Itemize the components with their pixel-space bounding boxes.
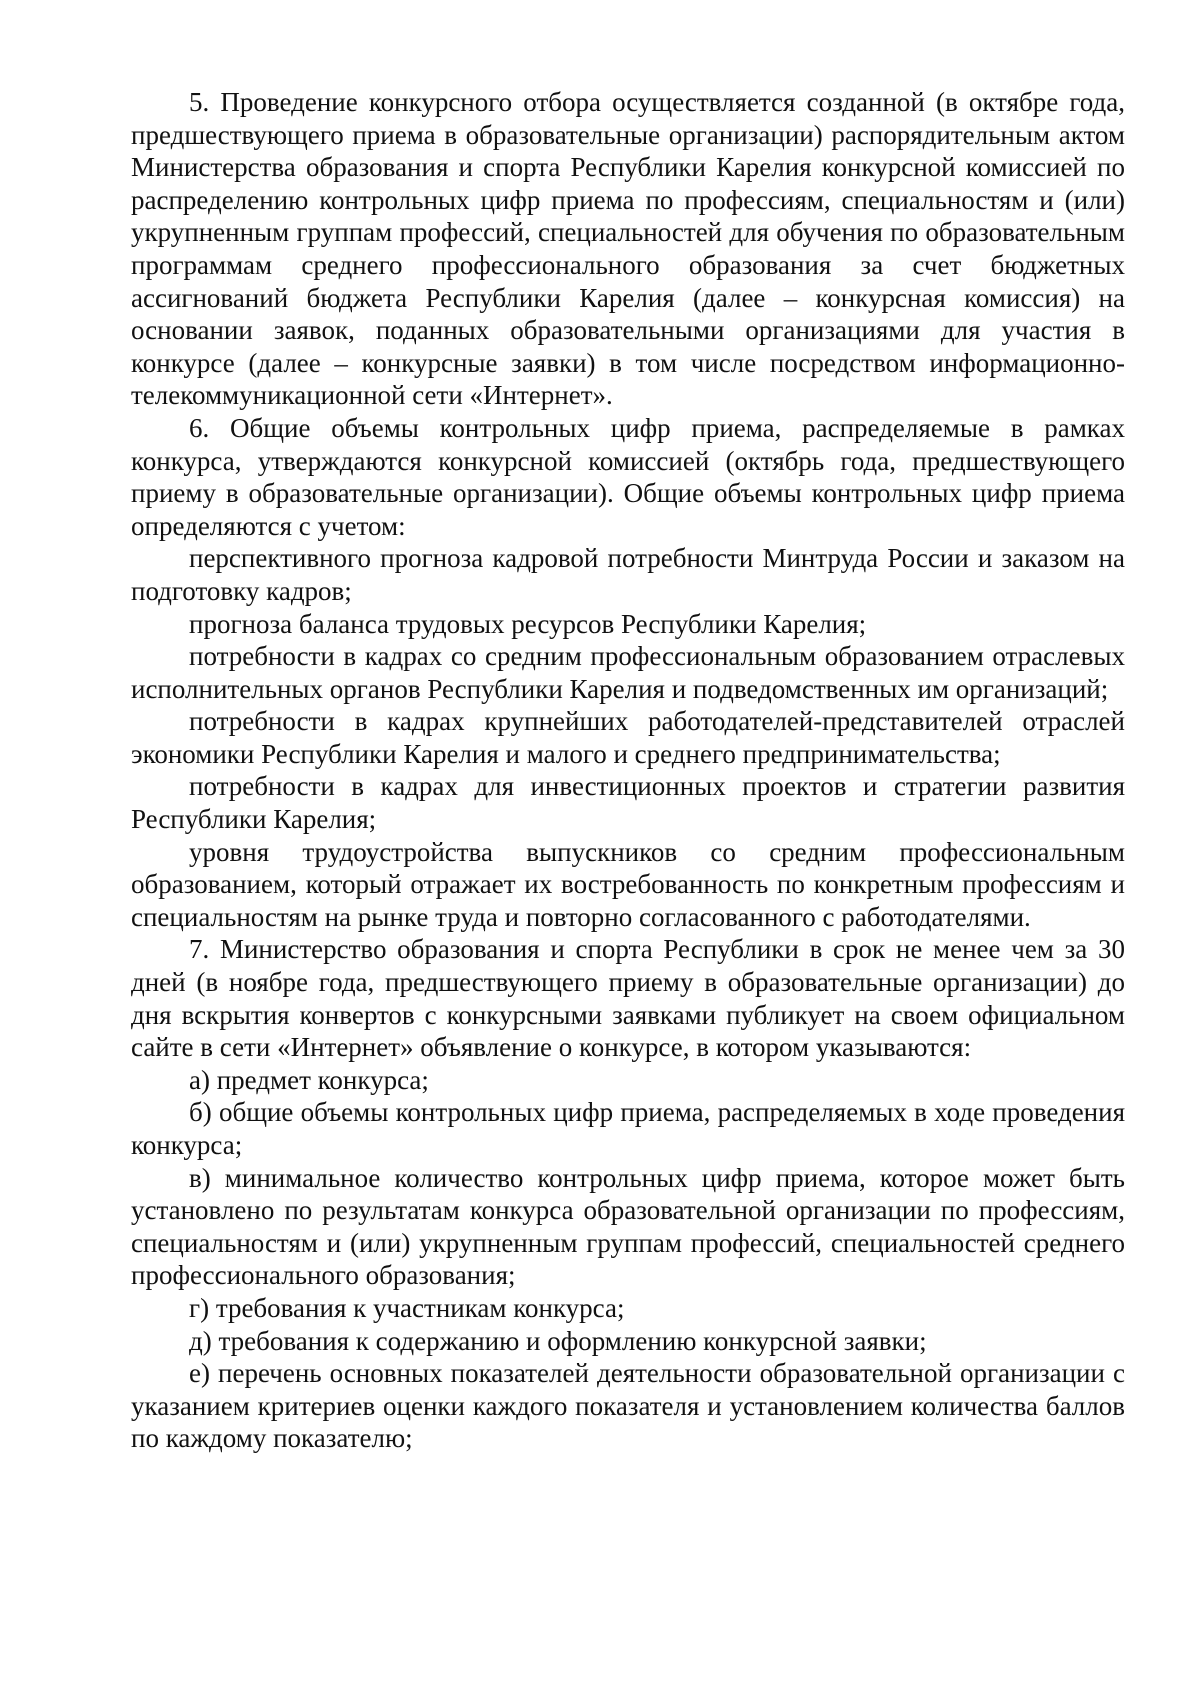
list-item-trudoustroistvo: уровня трудоустройства выпускников со средним профессиональным образованием, который отражает их востребованность по конкретным профессиям и специальностям на рынке труда и повторно согласованного с работодателями. <box>131 836 1125 932</box>
list-item-b: б) общие объемы контрольных цифр приема, распределяемых в ходе проведения конкурса; <box>131 1097 1125 1160</box>
list-item-v: в) минимальное количество контрольных цифр приема, которое может быть установлено по результатам конкурса образовательной организации по профессиям, специальностям и (или) укрупненным группам профессий, специальностей среднего профессионального образования; <box>131 1162 1125 1291</box>
paragraph-6: 6. Общие объемы контрольных цифр приема, распределяемые в рамках конкурса, утверждаются конкурсной комиссией (октябрь года, предшествующего приему в образовательные организации). Общие объемы контрольных цифр приема определяются с учетом: <box>131 412 1125 541</box>
document-body <box>131 86 1125 1455</box>
list-item-potrebnosti-organov: потребности в кадрах со средним профессиональным образованием отраслевых исполнительных органов Республики Карелия и подведомственных им организаций; <box>131 641 1125 704</box>
list-item-investproekty: потребности в кадрах для инвестиционных проектов и стратегии развития Республики Карелия; <box>131 771 1125 835</box>
list-item-a: а) предмет конкурса; <box>189 1064 429 1095</box>
list-item-potrebnosti-rabotodateley: потребности в кадрах крупнейших работодателей-представителей отраслей экономики Республики Карелия и малого и среднего предпринимательства; <box>131 706 1125 769</box>
list-item-prognoz-mintrud: перспективного прогноза кадровой потребности Минтруда России и заказом на подготовку кадров; <box>131 543 1125 606</box>
list-item-g: г) требования к участникам конкурса; <box>189 1292 625 1323</box>
list-item-d: д) требования к содержанию и оформлению конкурсной заявки; <box>189 1325 927 1356</box>
paragraph-7: 7. Министерство образования и спорта Республики в срок не менее чем за 30 дней (в ноябре года, предшествующего приему в образовательные организации) до дня вскрытия конвертов с конкурсными заявками публикует на своем официальном сайте в сети «Интернет» объявление о конкурсе, в котором указываются: <box>131 934 1125 1063</box>
list-item-balans-resursov: прогноза баланса трудовых ресурсов Республики Карелия; <box>189 608 867 639</box>
paragraph-5: 5. Проведение конкурсного отбора осуществляется созданной (в октябре года, предшествующего приема в образовательные организации) распорядительным актом Министерства образования и спорта Республики Карелия конкурсной комиссией по распределению контрольных цифр приема по профессиям, специальностям и (или) укрупненным группам профессий, специальностей для обучения по образовательным программам среднего профессионального образования за счет бюджетных ассигнований бюджета Республики Карелия (далее – конкурсная комиссия) на основании заявок, поданных образовательными организациями для участия в конкурсе (далее – конкурсные заявки) в том числе посредством информационно-телекоммуникационной сети «Интернет». <box>131 87 1125 411</box>
list-item-e: е) перечень основных показателей деятельности образовательной организации с указанием критериев оценки каждого показателя и установлением количества баллов по каждому показателю; <box>131 1358 1125 1454</box>
